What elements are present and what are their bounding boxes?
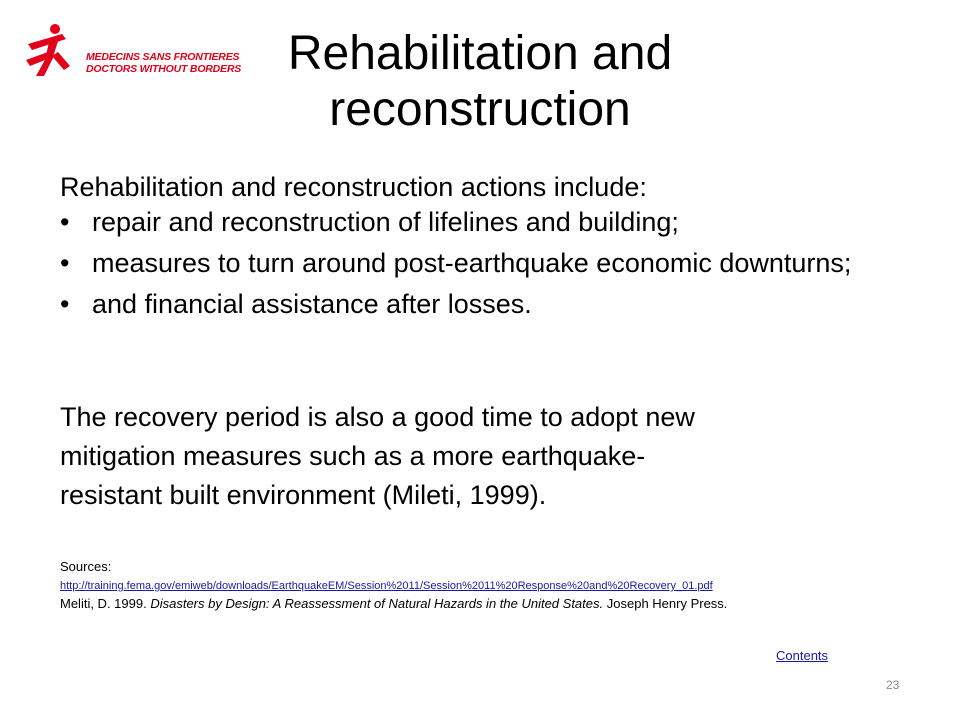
bullet-item: • repair and reconstruction of lifelines and building; [60,209,880,236]
msf-running-man-icon [22,20,84,80]
paragraph-line3: resistant built environment (Mileti, 1999). [60,480,547,510]
citation [60,595,940,613]
page-number: 23 [886,678,900,692]
recovery-paragraph [60,398,900,515]
sources-label: Sources: [60,559,112,574]
slide-title-line1: Rehabilitation and [287,27,673,80]
slide-title [190,26,770,138]
bullet-item: • and financial assistance after losses. [60,291,880,318]
msf-logo-line1: MEDECINS SANS FRONTIERES [86,51,240,63]
paragraph-line2: mitigation measures such as a more earthquake- [60,441,646,471]
fema-source-link[interactable]: http://training.fema.gov/emiweb/downloads/EarthquakeEM/Session%2011/Session%2011%20Response%20and%20Recovery_01.pdf [60,580,713,592]
paragraph-line1: The recovery period is also a good time to adopt new [60,402,695,432]
citation-title: Disasters by Design: A Reassessment of Natural Hazards in the United States. [150,596,604,611]
sources-block [60,558,940,613]
citation-publisher: Joseph Henry Press. [606,596,728,611]
intro-text: Rehabilitation and reconstruction actions include: [60,172,647,202]
slide-title-line2: reconstruction [329,83,631,136]
bullet-list [60,209,880,332]
msf-logo-line2: DOCTORS WITHOUT BORDERS [86,63,242,75]
citation-author: Meliti, D. 1999. [60,596,147,611]
contents-link[interactable]: Contents [776,648,829,663]
bullet-item: • measures to turn around post-earthquake economic downturns; [60,250,880,277]
